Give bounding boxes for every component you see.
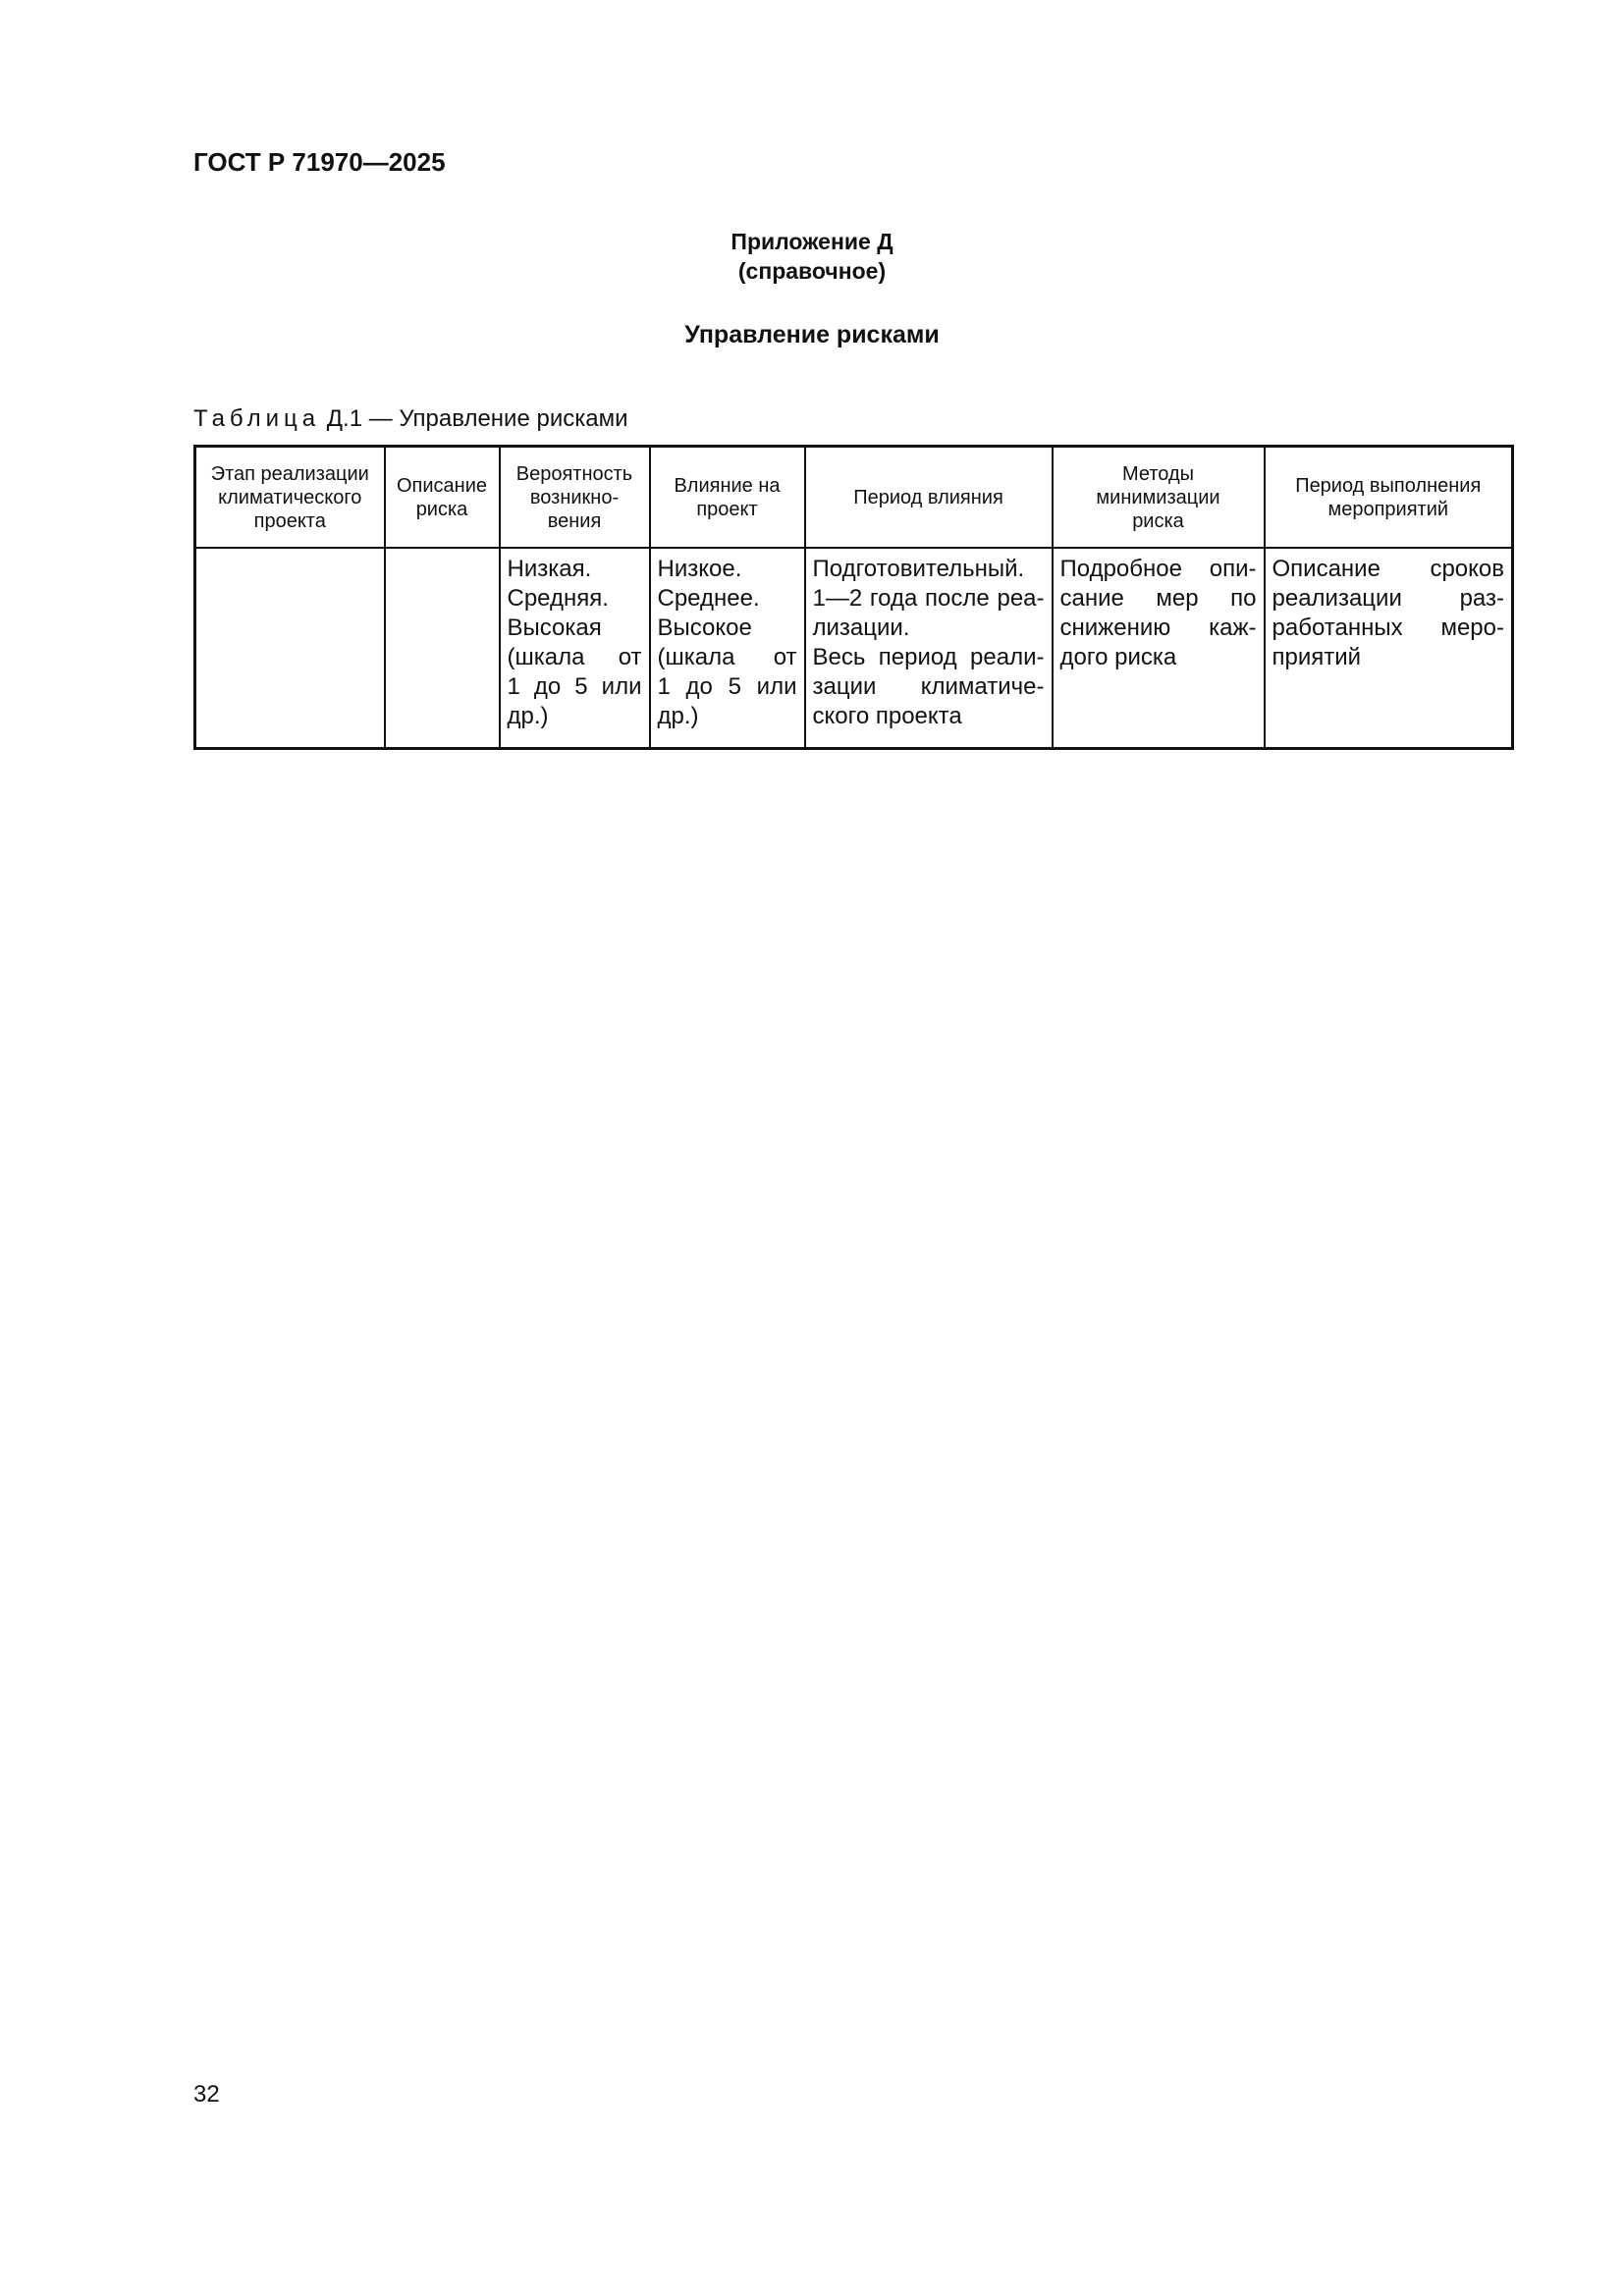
cell-line: 1—2 года после реа- bbox=[812, 585, 1045, 612]
cell-execution-period bbox=[1265, 548, 1513, 749]
cell-line: ского проекта bbox=[812, 703, 962, 729]
header-line: проект bbox=[696, 498, 758, 520]
header-line: Период влияния bbox=[853, 486, 1003, 508]
risk-management-table bbox=[193, 445, 1514, 750]
cell-line: приятий bbox=[1272, 644, 1362, 670]
cell-line: Высокое bbox=[657, 614, 752, 641]
header-cell-stage bbox=[195, 447, 385, 549]
header-cell-mitigation-methods bbox=[1053, 447, 1265, 549]
table-caption-prefix: Таблица bbox=[193, 405, 321, 432]
cell-stage bbox=[195, 548, 385, 749]
cell-line: Низкая. bbox=[507, 556, 592, 582]
header-line: климатического bbox=[218, 486, 362, 508]
cell-impact bbox=[650, 548, 805, 749]
page-header: ГОСТ Р 71970—2025 bbox=[193, 147, 446, 177]
header-line: проекта bbox=[253, 509, 326, 532]
cell-line: Весь период реали- bbox=[812, 644, 1045, 670]
header-cell-impact-period bbox=[805, 447, 1053, 549]
header-line: минимизации bbox=[1096, 486, 1220, 508]
cell-line: Среднее. bbox=[657, 585, 760, 612]
appendix-title: Приложение Д bbox=[731, 229, 893, 254]
table-caption-text: Д.1 — Управление рисками bbox=[326, 405, 628, 432]
header-cell-impact bbox=[650, 447, 805, 549]
header-line: риска bbox=[1132, 509, 1184, 532]
appendix-type: (справочное) bbox=[737, 258, 887, 284]
header-line: Влияние на bbox=[674, 474, 781, 497]
cell-mitigation-methods bbox=[1053, 548, 1265, 749]
cell-line: Подготовительный. bbox=[812, 556, 1025, 582]
cell-risk-description bbox=[385, 548, 500, 749]
header-line: возникно- bbox=[529, 486, 620, 508]
header-line: риска bbox=[415, 498, 468, 520]
cell-line: 1 до 5 или bbox=[657, 673, 797, 700]
cell-line: работанных меро- bbox=[1272, 614, 1504, 641]
cell-line: Подробное опи- bbox=[1059, 556, 1257, 582]
cell-line: лизации. bbox=[812, 614, 910, 641]
cell-line: сание мер по bbox=[1059, 585, 1257, 612]
cell-line: (шкала от bbox=[507, 644, 642, 670]
header-cell-risk-description bbox=[385, 447, 500, 549]
cell-line: др.) bbox=[657, 703, 699, 729]
cell-line: снижению каж- bbox=[1059, 614, 1257, 641]
cell-line: др.) bbox=[507, 703, 549, 729]
header-line: Методы bbox=[1121, 462, 1194, 485]
page-number: 32 bbox=[193, 2081, 220, 2108]
cell-line: зации климатиче- bbox=[812, 673, 1045, 700]
section-title: Управление рисками bbox=[684, 321, 940, 348]
cell-probability bbox=[500, 548, 650, 749]
header-line: Этап реализации bbox=[210, 462, 369, 485]
cell-line: дого риска bbox=[1059, 644, 1177, 670]
table-caption bbox=[193, 405, 628, 433]
table-row bbox=[195, 548, 1513, 749]
header-cell-probability bbox=[500, 447, 650, 549]
header-line: вения bbox=[547, 509, 602, 532]
cell-line: (шкала от bbox=[657, 644, 797, 670]
header-line: мероприятий bbox=[1327, 498, 1449, 520]
cell-line: Описание сроков bbox=[1272, 556, 1504, 582]
header-line: Вероятность bbox=[515, 462, 633, 485]
cell-impact-period bbox=[805, 548, 1053, 749]
cell-line: Низкое. bbox=[657, 556, 742, 582]
header-line: Описание bbox=[396, 474, 488, 497]
cell-line: 1 до 5 или bbox=[507, 673, 642, 700]
header-line: Период выполнения bbox=[1295, 474, 1482, 497]
header-cell-execution-period bbox=[1265, 447, 1513, 549]
table-header-row bbox=[195, 447, 1513, 549]
cell-line: Высокая bbox=[507, 614, 602, 641]
cell-line: реализации раз- bbox=[1272, 585, 1504, 612]
cell-line: Средняя. bbox=[507, 585, 609, 612]
